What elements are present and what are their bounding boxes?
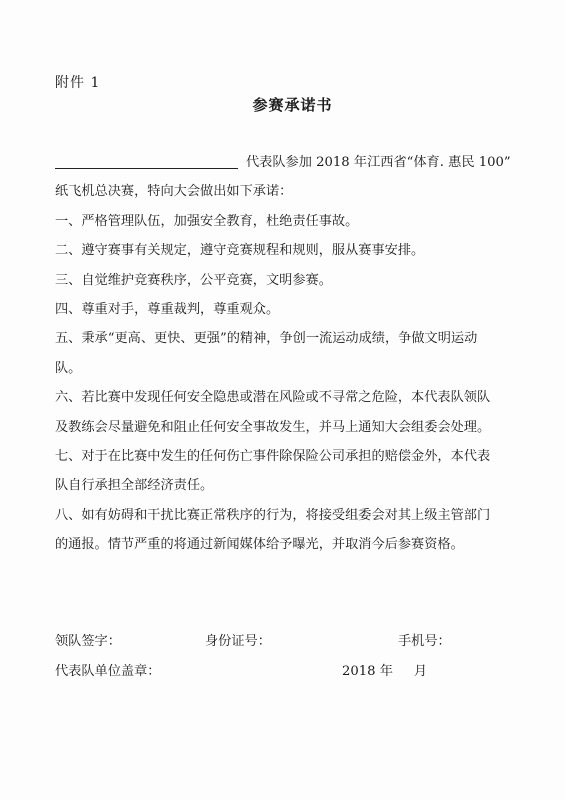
intro-line-1 [55, 148, 535, 177]
pledge-body [55, 148, 535, 560]
pledge-line: 五、秉承“更高、更快、更强”的精神，争创一流运动成绩，争做文明运动 [55, 331, 478, 347]
pledge-line: 队。 [55, 360, 82, 376]
pledge-line: 三、自觉维护竞赛秩序，公平竞赛，文明参赛。 [55, 272, 332, 288]
pledge-line: 八、如有妨碍和干扰比赛正常秩序的行为，将接受组委会对其上级主管部门 [55, 507, 491, 523]
document-title: 参赛承诺书 [252, 96, 333, 114]
date-label: 2018 年 月 [342, 664, 428, 679]
pledge-line: 及教练会尽量避免和阻止任何安全事故发生，并马上通知大会组委会处理。 [55, 419, 491, 435]
intro-line-2: 纸飞机总决赛，特向大会做出如下承诺： [55, 184, 293, 200]
pledge-line: 二、遵守赛事有关规定，遵守竞赛规程和规则，服从赛事安排。 [55, 243, 425, 259]
unit-seal-label: 代表队单位盖章： [55, 664, 161, 679]
pledge-line: 一、严格管理队伍，加强安全教育，杜绝责任事故。 [55, 213, 359, 229]
pledge-line: 的通报。情节严重的将通过新闻媒体给予曝光，并取消今后参赛资格。 [55, 537, 464, 553]
attachment-label: 附件 1 [55, 75, 101, 91]
phone-label: 手机号： [398, 634, 451, 649]
pledge-line: 六、若比赛中发现任何安全隐患或潜在风险或不寻常之危险，本代表队领队 [55, 390, 491, 406]
pledge-line: 四、尊重对手，尊重裁判，尊重观众。 [55, 302, 280, 318]
pledge-line: 七、对于在比赛中发生的任何伤亡事件除保险公司承担的赔偿金外，本代表 [55, 449, 491, 465]
intro-text-1: 代表队参加 2018 年江西省“体育. 惠民 100” [246, 155, 511, 170]
leader-sign-label: 领队签字： [55, 634, 121, 649]
team-name-blank [55, 153, 238, 169]
id-number-label: 身份证号： [205, 634, 271, 649]
pledge-line: 队自行承担全部经济责任。 [55, 478, 214, 494]
